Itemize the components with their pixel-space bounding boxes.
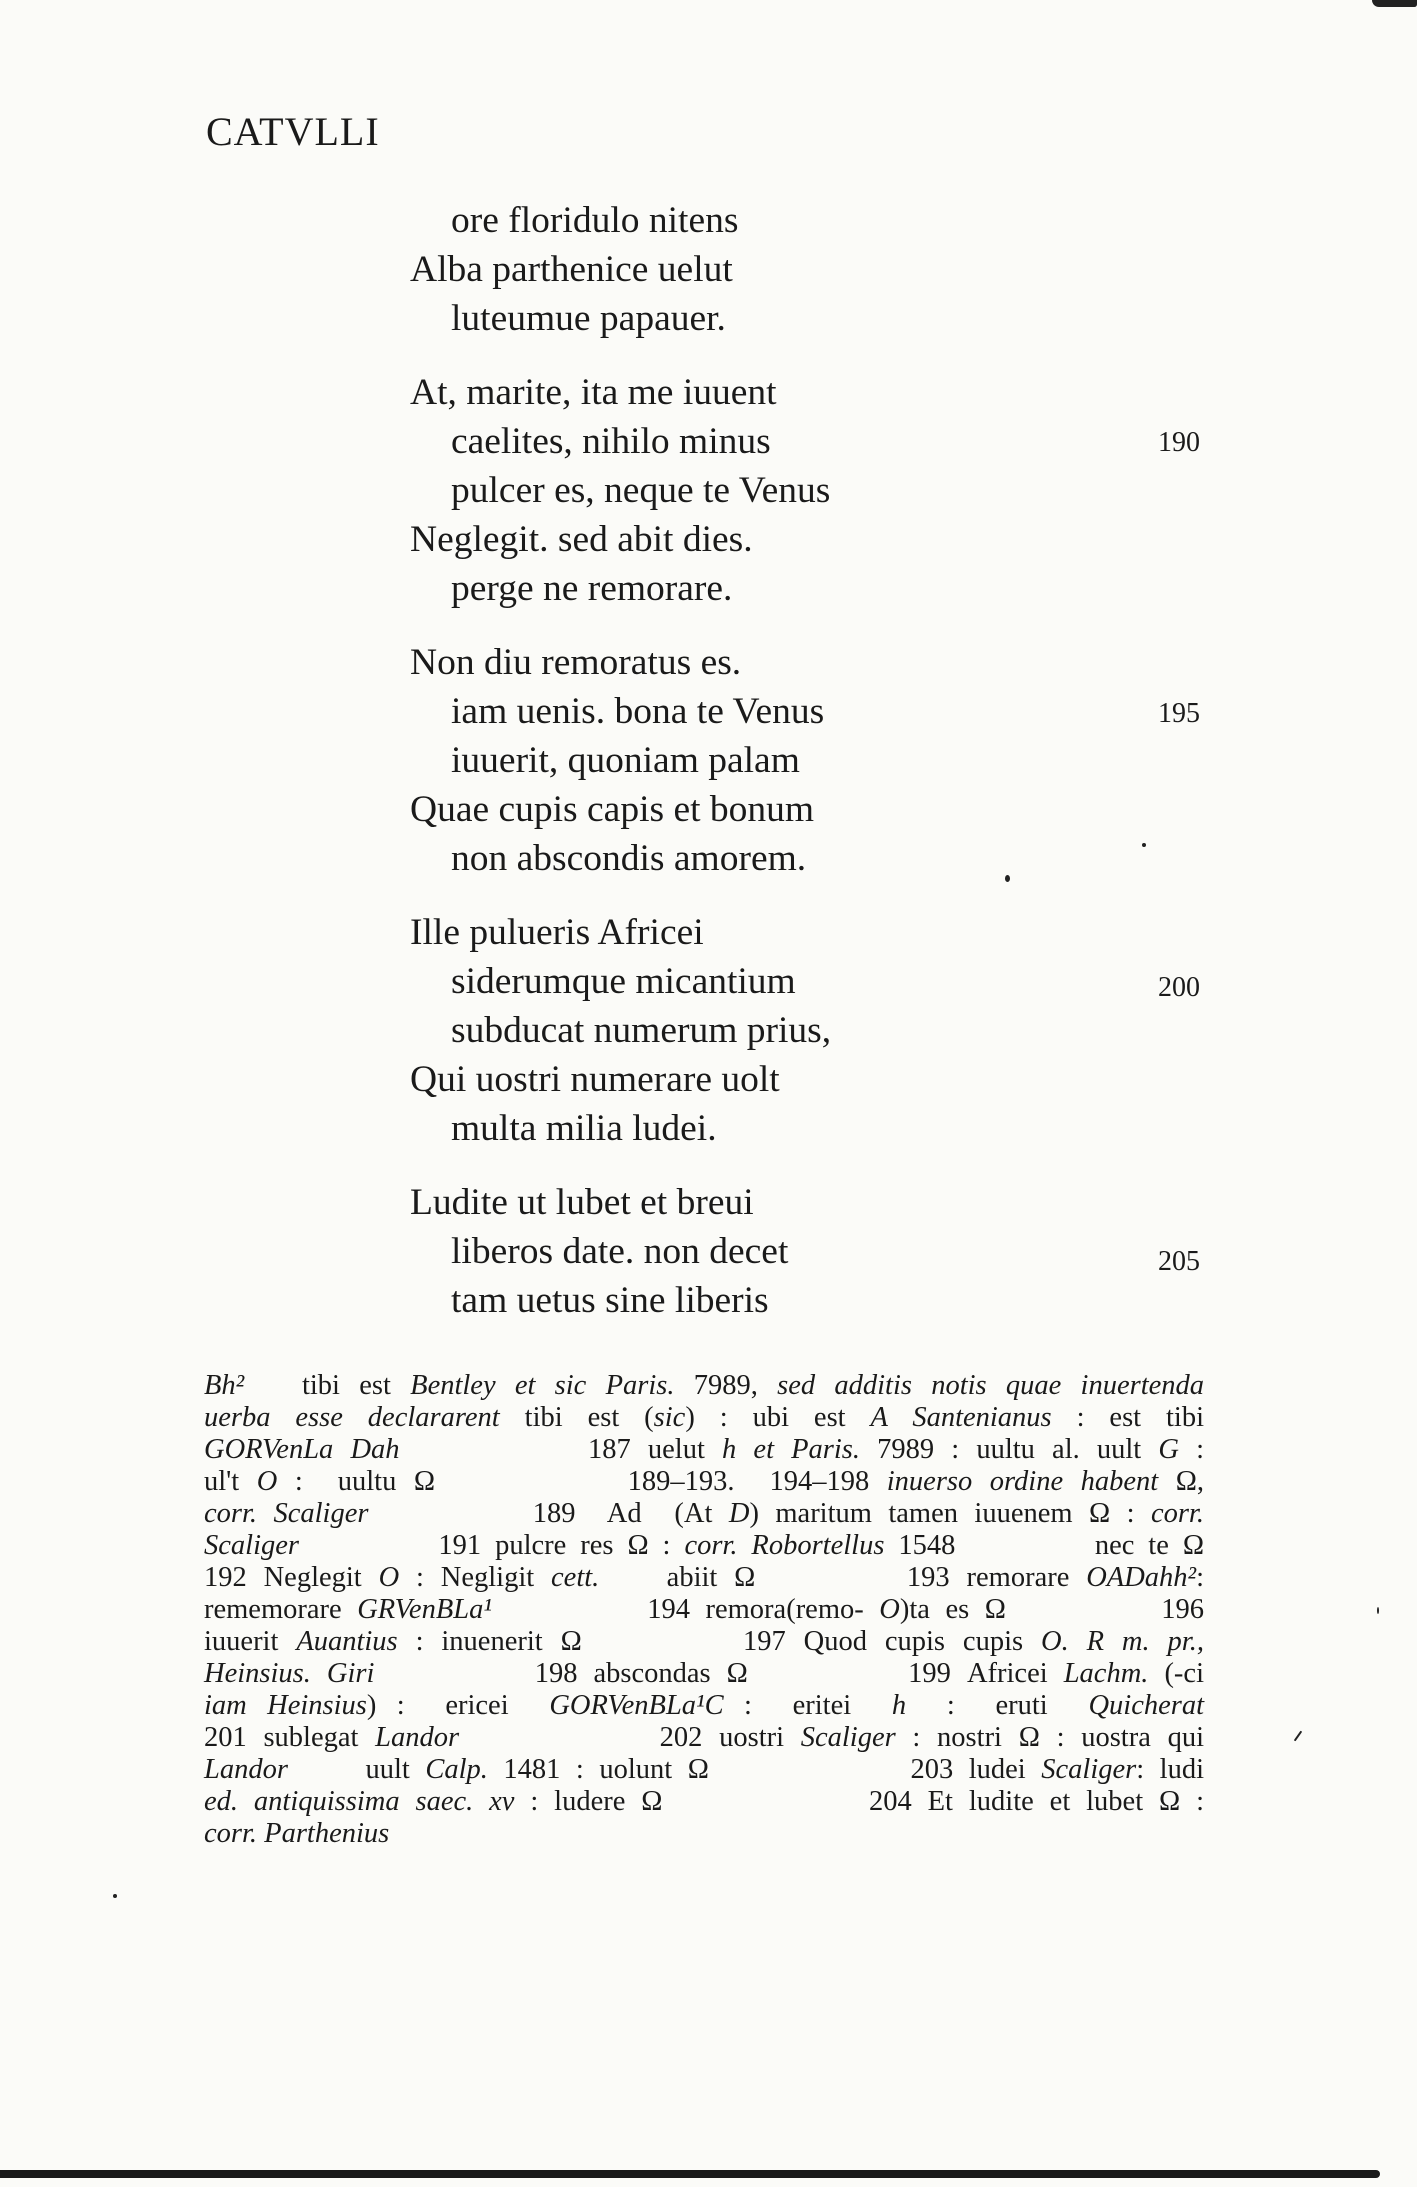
apparatus-text: Ω,: [1158, 1466, 1204, 1497]
apparatus-line: [204, 1786, 1204, 1818]
apparatus-line: [204, 1818, 1204, 1850]
apparatus-text: : uultu Ω 189–193. 194–198: [277, 1466, 887, 1497]
verse-line: luteumue papauer.: [451, 298, 726, 339]
apparatus-citation: Scaliger: [800, 1722, 896, 1753]
apparatus-line: [204, 1466, 1204, 1498]
verse-line: ore floridulo nitens: [451, 200, 739, 241]
apparatus-line: [204, 1594, 1204, 1626]
verse-line: iam uenis. bona te Venus: [451, 691, 825, 732]
apparatus-citation: Landor: [204, 1754, 288, 1785]
apparatus-citation: O: [256, 1466, 278, 1497]
verse-line: iuuerit, quoniam palam: [451, 740, 800, 781]
apparatus-citation: O: [378, 1562, 400, 1593]
apparatus-text: uult: [287, 1754, 426, 1785]
verse-line: Non diu remoratus es.: [410, 642, 742, 683]
verse-line: subducat numerum prius,: [451, 1010, 832, 1051]
apparatus-text: ) : ericei: [366, 1690, 550, 1721]
apparatus-text: iuuerit: [204, 1626, 297, 1657]
apparatus-text: 189 Ad (At: [368, 1498, 729, 1529]
apparatus-text: : Negligit: [399, 1562, 552, 1593]
apparatus-line: [204, 1434, 1204, 1466]
apparatus-citation: Scaliger: [1041, 1754, 1137, 1785]
bottom-rule: [0, 2170, 1380, 2178]
apparatus-text: :: [1196, 1562, 1204, 1593]
verse-line: tam uetus sine liberis: [451, 1280, 769, 1321]
apparatus-citation: h et Paris.: [722, 1434, 861, 1465]
apparatus-line: [204, 1530, 1204, 1562]
verse-line: pulcer es, neque te Venus: [451, 470, 831, 511]
apparatus-line: [204, 1562, 1204, 1594]
verse-line: Qui uostri numerare uolt: [410, 1059, 780, 1100]
apparatus-text: 187 uelut: [399, 1434, 723, 1465]
running-head: CATVLLI: [206, 109, 380, 154]
apparatus-line: [204, 1370, 1204, 1402]
apparatus-line: [204, 1402, 1204, 1434]
apparatus-text: : est tibi: [1051, 1402, 1204, 1433]
apparatus-text: )ta es Ω 196: [899, 1594, 1204, 1625]
verse-line: Ludite ut lubet et breui: [410, 1182, 754, 1223]
apparatus-citation: OADahh²: [1086, 1562, 1197, 1593]
apparatus-citation: Bentley et sic Paris.: [410, 1370, 675, 1401]
verse-line: At, marite, ita me iuuent: [410, 372, 777, 413]
verse-line: Neglegit. sed abit dies.: [410, 519, 753, 560]
apparatus-line: [204, 1626, 1204, 1658]
ink-speck: [113, 1894, 117, 1898]
apparatus-text: ) : ubi est: [685, 1402, 871, 1433]
apparatus-citation: iam Heinsius: [204, 1690, 367, 1721]
apparatus-citation: inuerso ordine habent: [886, 1466, 1159, 1497]
apparatus-text: 7989 : uultu al. uult: [860, 1434, 1159, 1465]
ink-speck: [1142, 843, 1146, 847]
apparatus-text: ul't: [204, 1466, 257, 1497]
apparatus-text: 198 abscondas Ω 199 Africei: [374, 1658, 1064, 1689]
apparatus-text: 194 remora(remo-: [491, 1594, 880, 1625]
apparatus-citation: Calp.: [425, 1754, 488, 1785]
verse-line: caelites, nihilo minus: [451, 421, 771, 462]
apparatus-line: [204, 1498, 1204, 1530]
apparatus-citation: GORVenLa Dah: [204, 1434, 400, 1465]
apparatus-line: [204, 1690, 1204, 1722]
apparatus-text: tibi est (: [499, 1402, 654, 1433]
apparatus-citation: corr. Robortellus: [684, 1530, 885, 1561]
apparatus-citation: corr.: [1150, 1498, 1204, 1529]
apparatus-text: abiit Ω 193 remorare: [599, 1562, 1087, 1593]
apparatus-text: 201 sublegat: [204, 1722, 376, 1753]
apparatus-text: tibi est: [244, 1370, 411, 1401]
apparatus-line: [204, 1754, 1204, 1786]
verse-line: Alba parthenice uelut: [410, 249, 733, 290]
page-edge-mark: [1372, 0, 1417, 7]
verse-line: non abscondis amorem.: [451, 838, 807, 879]
verse-line: multa milia ludei.: [451, 1108, 717, 1149]
apparatus-text: : eruti: [906, 1690, 1089, 1721]
line-number: 195: [1158, 698, 1200, 729]
apparatus-text: ) maritum tamen iuuenem Ω :: [749, 1498, 1151, 1529]
apparatus-citation: G: [1158, 1434, 1179, 1465]
verse-line: Ille pulueris Africei: [410, 912, 704, 953]
ink-speck: [1294, 1731, 1303, 1742]
apparatus-line: [204, 1658, 1204, 1690]
apparatus-citation: sic: [653, 1402, 686, 1433]
ink-speck: [1005, 875, 1010, 882]
apparatus-citation: GORVenBLa¹C: [549, 1690, 724, 1721]
apparatus-citation: O: [879, 1594, 900, 1625]
apparatus-text: 192 Neglegit: [204, 1562, 379, 1593]
apparatus-citation: uerba esse declararent: [204, 1402, 500, 1433]
apparatus-citation: Lachm.: [1063, 1658, 1149, 1689]
ink-speck: [1377, 1607, 1379, 1614]
apparatus-text: rememorare: [204, 1594, 358, 1625]
apparatus-text: :: [1178, 1434, 1205, 1465]
apparatus-citation: corr. Scaliger: [204, 1498, 369, 1529]
apparatus-text: 191 pulcre res Ω :: [298, 1530, 685, 1561]
apparatus-citation: A Santenianus: [870, 1402, 1052, 1433]
apparatus-citation: Quicherat: [1088, 1690, 1204, 1721]
apparatus-line: [204, 1722, 1204, 1754]
apparatus-citation: cett.: [551, 1562, 600, 1593]
apparatus-text: 202 uostri: [459, 1722, 801, 1753]
apparatus-citation: Heinsius. Giri: [204, 1658, 375, 1689]
apparatus-citation: Scaliger: [204, 1530, 299, 1561]
line-number: 200: [1158, 972, 1200, 1003]
apparatus-text: : inuenerit Ω 197 Quod cupis cupis: [397, 1626, 1041, 1657]
apparatus-text: 1481 : uolunt Ω 203 ludei: [487, 1754, 1042, 1785]
apparatus-citation: sed additis notis quae inuertenda: [777, 1370, 1205, 1401]
verse-line: perge ne remorare.: [451, 568, 733, 609]
apparatus-citation: GRVenBLa¹: [357, 1594, 492, 1625]
apparatus-citation: corr. Parthenius: [204, 1818, 390, 1849]
line-number: 205: [1158, 1246, 1200, 1277]
apparatus-text: 1548 nec te Ω: [884, 1530, 1204, 1561]
apparatus-text: 7989,: [674, 1370, 778, 1401]
apparatus-citation: h: [891, 1690, 907, 1721]
apparatus-citation: O. R m. pr.,: [1041, 1626, 1204, 1657]
apparatus-text: (-ci: [1148, 1658, 1204, 1689]
line-number: 190: [1158, 427, 1200, 458]
apparatus-text: : ludere Ω 204 Et ludite et lubet Ω :: [514, 1786, 1204, 1817]
verse-line: Quae cupis capis et bonum: [410, 789, 815, 830]
apparatus-text: : eritei: [723, 1690, 892, 1721]
verse-line: liberos date. non decet: [451, 1231, 789, 1272]
apparatus-citation: Bh²: [204, 1370, 245, 1401]
apparatus-text: : ludi: [1136, 1754, 1204, 1785]
apparatus-citation: D: [728, 1498, 750, 1529]
apparatus-text: : nostri Ω : uostra qui: [895, 1722, 1204, 1753]
apparatus-citation: Landor: [375, 1722, 460, 1753]
apparatus-citation: ed. antiquissima saec. xv: [204, 1786, 515, 1817]
verse-line: siderumque micantium: [451, 961, 796, 1002]
apparatus-citation: Auantius: [296, 1626, 398, 1657]
